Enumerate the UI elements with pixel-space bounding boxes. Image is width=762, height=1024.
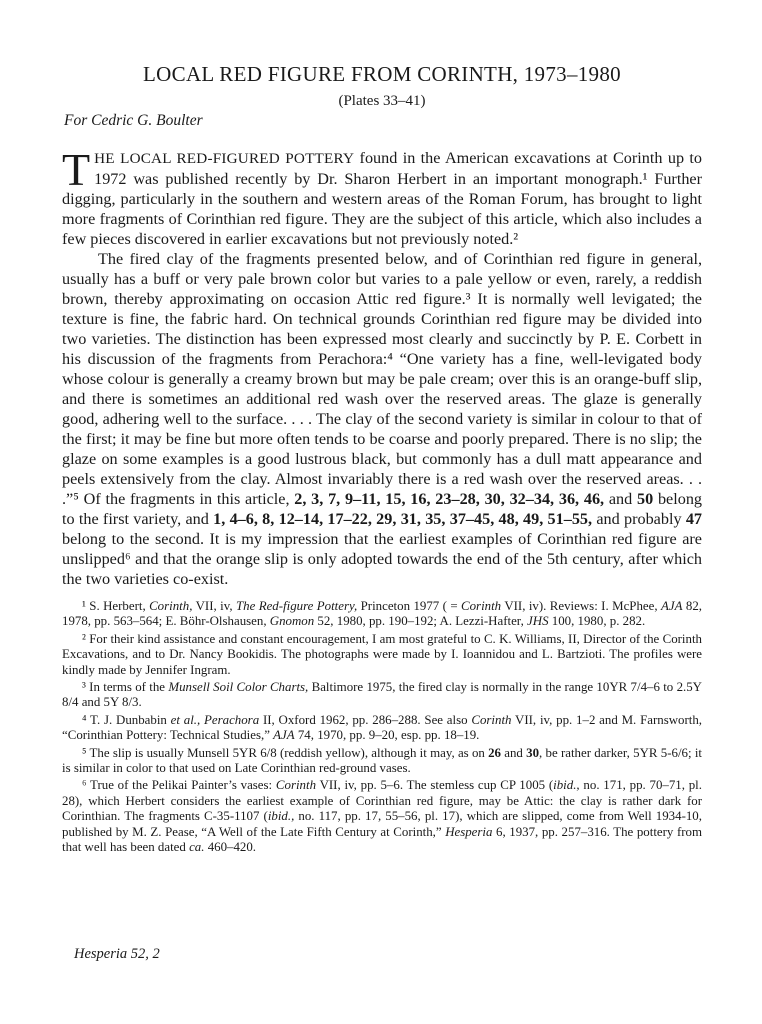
fn1-text: ¹ S. Herbert, [82, 599, 150, 613]
opening-smallcaps: HE LOCAL RED-FIGURED POTTERY [94, 150, 355, 167]
paragraph-2-text-a: The fired clay of the fragments presented below, and of Corinthian red figure in general, usually has a buff or very pale brown color but varies to a pale yellow or even, rarely, a reddish brown, thereby approximating on occasion Attic red figure.³ It is normally well levigated; the texture is fine, the fabric hard. On technical grounds Corinthian red figure may be divided into two varieties. The distinction has been expressed most clearly and succinctly by P. E. Corbett in his discussion of the fragments from Perachora:⁴ “One variety has a fine, well-levigated body whose colour is generally a creamy brown but may be pale cream; over this is an orange-buff slip, and there is sometimes an additional red wash over the reserved areas. The glaze is generally good, adhering well to the surface. . . . The clay of the second variety is similar in colour to that of the first; it may be fine but more often tends to be coarse and poorly prepared. There is no slip; the glaze on some examples is a good lustrous black, but commonly has a dull matt appearance and peels extensively from the clay. Almost invariably there is a red wash over the reserved areas. . . .”⁵ Of the fragments in this article, [62, 250, 702, 508]
second-variety-list: 1, 4–6, 8, 12–14, 17–22, 29, 31, 35, 37–45, 48, 49, 51–55, [213, 510, 593, 528]
fn4-italic: AJA [273, 728, 295, 743]
drop-cap: T [62, 144, 91, 195]
article-page [62, 62, 702, 858]
fn1-text: VII, iv). Reviews: I. McPhee, [501, 599, 661, 613]
paragraph-2-text-b: and [604, 490, 637, 508]
footnote-1 [62, 599, 702, 630]
fn1-italic: Gnomon [269, 614, 315, 629]
fn4-text: VII, iv, pp. 1–2 and M. Farnsworth, “Corinthian Pottery: Technical Studies,” [62, 712, 703, 743]
fn1-italic: The Red-figure Pottery, [235, 599, 358, 613]
fn6-italic: ibid., [267, 809, 295, 824]
fn4-text: 74, 1970, pp. 9–20, esp. pp. 18–19. [294, 728, 480, 743]
fn1-text: 82, 1978, pp. 563–564; E. Böhr-Olshausen, [62, 599, 702, 629]
second-variety-list-end: 47 [685, 510, 702, 528]
fn4-text: ⁴ T. J. Dunbabin [82, 712, 171, 727]
fn4-text: II, Oxford 1962, pp. 286–288. See also [259, 712, 472, 727]
fn6-text: ⁶ True of the Pelikai Painter’s vases: [82, 778, 276, 793]
fn1-text: 100, 1980, p. 282. [548, 614, 646, 629]
fn5-bold: 30 [526, 745, 540, 760]
fn6-italic: ca. [189, 840, 205, 855]
first-variety-list-end: 50 [637, 490, 654, 508]
fn1-text: 52, 1980, pp. 190–192; A. Lezzi-Hafter, [314, 614, 528, 629]
paragraph-2-text-c: belong to the first variety, and [62, 490, 703, 528]
fn1-text: Princeton 1977 ( = [357, 599, 462, 613]
paragraph-2 [62, 249, 702, 589]
fn5-text: ⁵ The slip is usually Munsell 5YR 6/8 (reddish yellow), although it may, as on [82, 745, 489, 760]
first-variety-list: 2, 3, 7, 9–11, 15, 16, 23–28, 30, 32–34, 36, 46, [294, 490, 605, 508]
footnote-3 [62, 680, 702, 711]
fn1-italic: Corinth [461, 599, 502, 613]
fn4-italic: Corinth [471, 712, 512, 727]
fn1-italic: AJA [660, 599, 683, 613]
paragraph-1 [62, 144, 703, 249]
dedication: For Cedric G. Boulter [64, 112, 203, 129]
running-foot: Hesperia 52, 2 [74, 946, 160, 962]
paragraph-2-text-e: belong to the second. It is my impression that the earliest examples of Corinthian red figure are unslipped⁶ and that the orange slip is only adopted towards the end of the 5th century, after which the two varieties co-exist. [62, 530, 702, 588]
plates-reference: (Plates 33–41) [338, 93, 426, 109]
footnote-5 [62, 746, 702, 777]
fn6-italic: ibid., [553, 778, 580, 793]
article-title: LOCAL RED FIGURE FROM CORINTH, 1973–1980 [143, 62, 621, 86]
fn6-text: no. 171, pp. 70–71, pl. 28), which Herbert considers the earliest example of Corinthian red figure, may be Attic: the clay is rather dark for Corinthian. The fragments C-35-1107 ( [62, 778, 702, 824]
fn6-text: 6, 1937, pp. 257–316. The pottery from that well has been dated [62, 824, 702, 855]
fn4-italic: et al., Perachora [170, 712, 260, 727]
fn6-text: 460–420. [204, 840, 257, 855]
fn1-italic: Corinth, [149, 599, 193, 613]
fn3-text: ³ In terms of the [82, 680, 169, 695]
fn5-text: , be rather darker, 5YR 5-6/6; it is similar in color to that used on Late Corinthian red-ground vases. [62, 745, 702, 776]
fn1-italic: JHS [527, 614, 549, 629]
fn6-text: VII, iv, pp. 5–6. The stemless cup CP 1005 ( [316, 778, 554, 793]
fn6-italic: Corinth [275, 778, 317, 793]
body-text [62, 144, 703, 589]
fn6-text: no. 117, pp. 17, 55–56, pl. 17), which are slipped, come from Well 1934-10, published by M. Z. Pease, “A Well of the Late Fifth Century at Corinth,” [62, 809, 702, 839]
fn3-text: Baltimore 1975, the fired clay is normally in the range 10YR 7/4–6 to 2.5Y 8/4 and 5Y 8/3. [62, 680, 702, 710]
fn1-text: VII, iv, [192, 599, 236, 613]
fn6-italic: Hesperia [445, 824, 493, 839]
fn5-bold: 26 [488, 745, 501, 760]
fn3-italic: Munsell Soil Color Charts, [168, 680, 309, 695]
fn5-text: and [501, 745, 527, 760]
paragraph-1-text: found in the American excavations at Corinth up to 1972 was published recently by Dr. Sharon Herbert in an important monograph.¹ Further digging, particularly in the southern and western areas of the Roman Forum, has brought to light more fragments of Corinthian red figure. They are the subject of this article, which also includes a few pieces discovered in earlier excavations but not previously noted.² [62, 149, 703, 248]
footnote-4 [62, 713, 702, 744]
footnote-6 [62, 778, 702, 855]
footnote-2: ² For their kind assistance and constant encouragement, I am most grateful to C. K. Williams, II, Director of the Corinth Excavations, and to Dr. Nancy Bookidis. The photographs were made by I. Ioannidou and L. Bartzioti. The profiles were kindly made by Jennifer Ingram. [62, 631, 702, 677]
footnotes [62, 599, 702, 856]
paragraph-2-text-d: and probably [592, 510, 686, 528]
